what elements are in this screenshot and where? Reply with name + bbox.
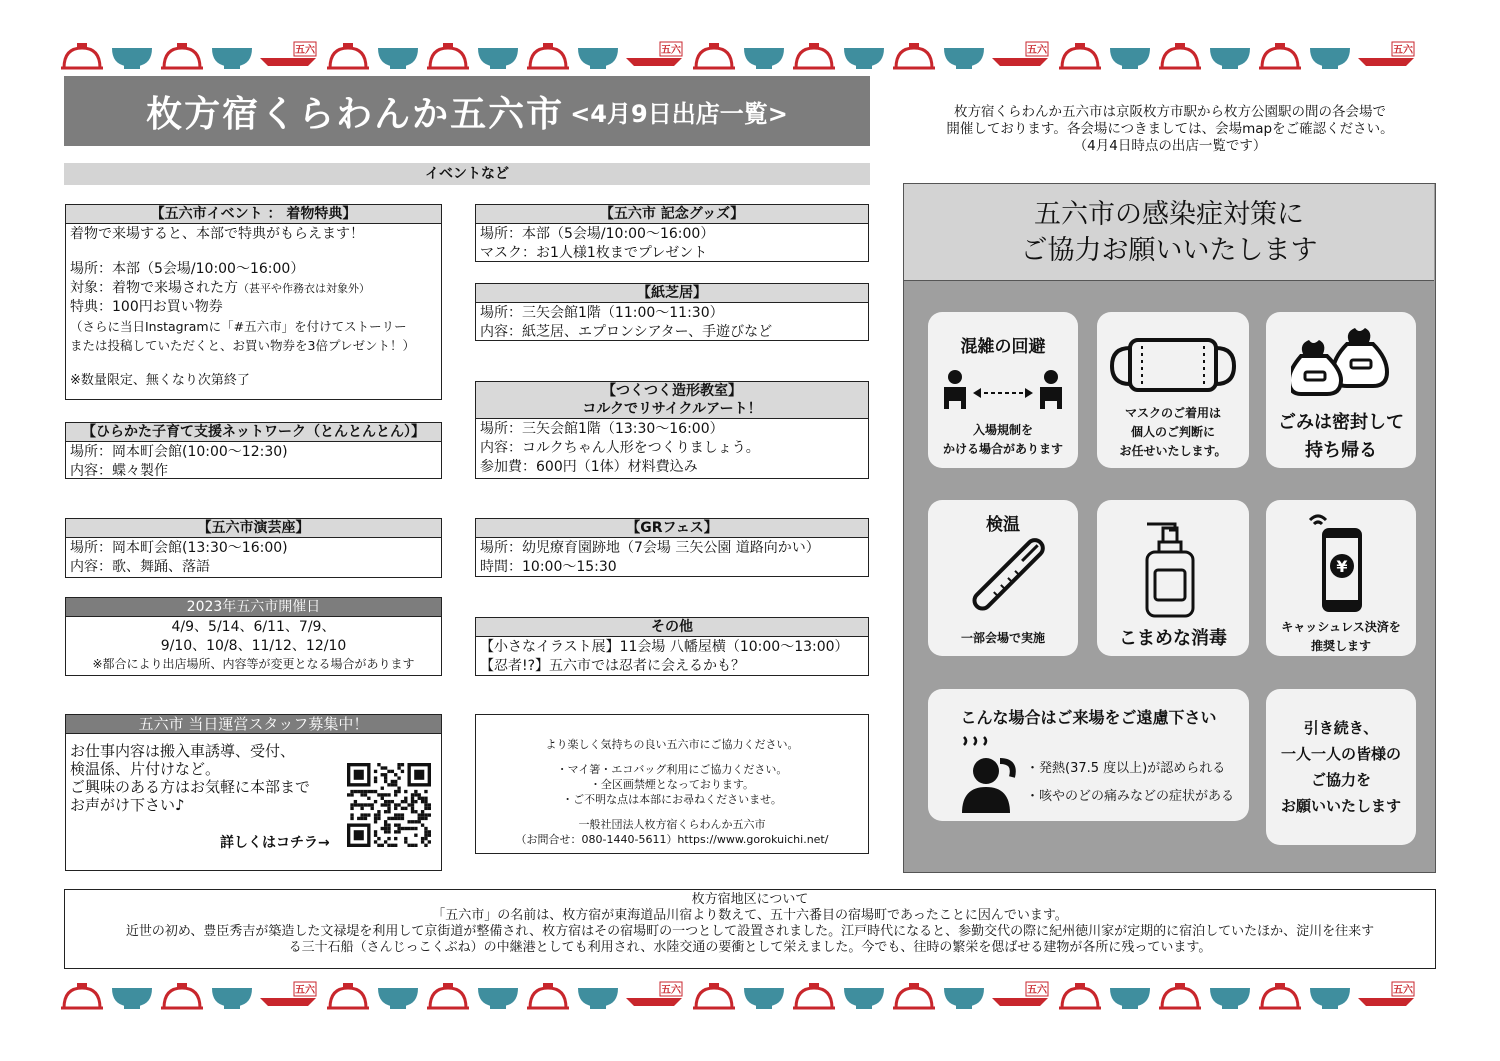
deco-lid-icon <box>1159 43 1201 68</box>
deco-lid-icon <box>793 43 835 68</box>
kamishibai-body <box>476 303 868 343</box>
info-line3: ・全区画禁煙となっております。 <box>589 778 755 791</box>
other-line2: 【忍者!?】五六市では忍者に会えるかも？ <box>480 658 746 674</box>
kimono-event-box <box>65 204 442 400</box>
deco-bowl-icon <box>378 988 418 1009</box>
gr-fes-box <box>475 518 869 577</box>
card-temperature <box>928 500 1078 656</box>
deco-bowl-icon <box>478 48 518 69</box>
hirakata-body <box>66 442 441 482</box>
deco-boat-icon <box>1358 982 1414 1006</box>
thermometer-icon <box>953 535 1053 625</box>
card8-text1: 引き続き、 <box>1303 719 1379 737</box>
deco-lid-icon <box>1059 983 1101 1008</box>
staff-line2: 検温係、片付けなど。 <box>70 760 221 778</box>
deco-lid-icon <box>893 43 935 68</box>
card-avoid-crowding <box>928 312 1078 468</box>
engei-box <box>65 518 442 578</box>
goods-body <box>476 224 868 264</box>
garbage-bag-icon <box>1291 320 1391 400</box>
zokei-content: 内容：コルクちゃん人形をつくりましょう。 <box>480 440 760 456</box>
info-line5: 一般社団法人枚方宿くらわんか五六市 <box>578 818 766 831</box>
qr-code[interactable] <box>347 763 431 847</box>
deco-bowl-icon <box>378 48 418 69</box>
kimono-intro: 着物で来場すると、本部で特典がもらえます！ <box>70 226 364 242</box>
deco-lid-icon <box>693 43 735 68</box>
zokei-heading2: コルクでリサイクルアート！ <box>582 401 762 417</box>
gr-heading: 【GRフェス】 <box>476 519 868 538</box>
deco-boat-icon <box>260 982 316 1006</box>
other-heading: その他 <box>476 618 868 637</box>
card4-text: 一部会場で実施 <box>960 631 1045 645</box>
kamishibai-content: 内容：紙芝居、エプロンシアター、手遊びなど <box>480 324 773 340</box>
zokei-heading1: 【つくつく造形教室】 <box>602 383 742 399</box>
hirakata-content: 内容：蝶々製作 <box>70 463 168 479</box>
deco-boat-icon <box>626 42 682 66</box>
svg-text:五六: 五六 <box>1393 45 1413 56</box>
sanitizer-bottle-icon <box>1133 514 1213 618</box>
kimono-heading: 【五六市イベント ： 着物特典】 <box>66 205 441 224</box>
infection-panel <box>903 183 1436 873</box>
other-box <box>475 617 869 676</box>
yen-icon: ¥ <box>1336 557 1348 576</box>
deco-bowl-icon <box>578 48 618 69</box>
card7-title: こんな場合はご来場をご遠慮下さい <box>960 708 1217 727</box>
deco-bowl-icon <box>478 988 518 1009</box>
deco-lid-icon <box>1059 43 1101 68</box>
gr-body <box>476 538 868 578</box>
goods-content: マスク：お1人様1枚までプレゼント <box>480 245 708 261</box>
deco-bowl-icon <box>212 48 252 69</box>
svg-text:五六: 五六 <box>661 45 681 56</box>
schedule-body <box>66 617 441 673</box>
card1-text1: 入場規制を <box>972 423 1033 437</box>
card6-text2: 推奨します <box>1310 639 1371 653</box>
deco-lid-icon <box>527 983 569 1008</box>
staff-line1: お仕事内容は搬入車誘導、受付、 <box>70 742 296 760</box>
staff-line4: お声がけ下さい♪ <box>70 796 185 814</box>
district-line3: る三十石船（さんじっこくぶね）の中継港としても利用され、水陸交通の要衝として栄えました。今でも、往時の繁栄を偲ばせる建物が各所に残っています。 <box>288 940 1212 955</box>
decorative-border-top <box>60 40 1440 70</box>
card3-text1: ごみは密封して <box>1278 412 1404 433</box>
title-main: 枚方宿くらわんか五六市 <box>146 93 565 135</box>
card8-text4: お願いいたします <box>1280 797 1401 815</box>
mask-icon <box>1106 332 1240 396</box>
deco-boat-icon <box>626 982 682 1006</box>
deco-bowl-icon <box>744 988 784 1009</box>
other-line1: 【小さなイラスト展】11会場 八幡屋横（10:00～13:00） <box>480 639 849 655</box>
deco-bowl-icon <box>1210 48 1250 69</box>
kamishibai-heading: 【紙芝居】 <box>476 284 868 303</box>
deco-lid-icon <box>793 983 835 1008</box>
deco-boat-icon <box>260 42 316 66</box>
info-line4: ・ご不明な点は本部にお尋ねくださいませ。 <box>562 793 782 806</box>
deco-bowl-icon <box>112 988 152 1009</box>
card-mask <box>1097 312 1249 468</box>
card-refrain <box>928 689 1249 821</box>
section-label: イベントなど <box>64 163 870 185</box>
sick-person-icon <box>958 735 1028 815</box>
info-line1: より楽しく気持ちの良い五六市にご協力ください。 <box>545 738 799 751</box>
kimono-limit: ※数量限定、無くなり次第終了 <box>70 373 250 388</box>
svg-text:五六: 五六 <box>1027 985 1047 996</box>
intro-line: （4月4日時点の出店一覧です） <box>1073 138 1267 154</box>
deco-lid-icon <box>527 43 569 68</box>
hirakata-place: 場所：岡本町会館(10:00～12:30) <box>70 444 288 460</box>
deco-lid-icon <box>61 43 103 68</box>
goods-place: 場所：本部（5会場/10:00～16:00） <box>480 226 715 242</box>
zokei-heading <box>476 382 868 419</box>
schedule-note: ※都合により出店場所、内容等が変更となる場合があります <box>92 657 415 671</box>
card7-item2: ・咳やのどの痛みなどの症状がある <box>1026 789 1235 804</box>
card1-title: 混雑の回避 <box>960 337 1046 357</box>
deco-lid-icon <box>427 43 469 68</box>
kimono-target: 対象：着物で来場された方 <box>70 280 238 296</box>
card-disinfect <box>1097 500 1249 656</box>
deco-bowl-icon <box>1110 988 1150 1009</box>
deco-lid-icon <box>893 983 935 1008</box>
deco-boat-icon <box>992 982 1048 1006</box>
intro-text <box>890 104 1450 155</box>
staff-line3: ご興味のある方はお気軽に本部まで <box>70 778 311 796</box>
infection-heading2: ご協力お願いいたします <box>1020 235 1318 266</box>
info-line6[interactable]: （お問合せ：080-1440-5611）https://www.gorokuichi.net/ <box>515 833 829 846</box>
info-box <box>475 714 869 854</box>
deco-lid-icon <box>327 983 369 1008</box>
engei-heading: 【五六市演芸座】 <box>66 519 441 538</box>
card-cooperation <box>1266 689 1416 845</box>
infection-heading <box>904 184 1434 281</box>
kamishibai-box <box>475 283 869 341</box>
kimono-benefit: 特典：100円お買い物券 <box>70 299 223 315</box>
card3-text2: 持ち帰る <box>1305 440 1377 461</box>
engei-place: 場所：岡本町会館(13:30～16:00) <box>70 540 288 556</box>
deco-lid-icon <box>1259 983 1301 1008</box>
deco-lid-icon <box>327 43 369 68</box>
engei-body <box>66 538 441 578</box>
svg-text:五六: 五六 <box>1027 45 1047 56</box>
details-link[interactable]: 詳しくはコチラ→ <box>220 835 330 851</box>
deco-bowl-icon <box>844 988 884 1009</box>
zokei-box <box>475 381 869 479</box>
hirakata-network-box <box>65 422 442 479</box>
deco-bowl-icon <box>1110 48 1150 69</box>
intro-line: 開催しております。各会場につきましては、会場mapをご確認ください。 <box>946 121 1394 137</box>
deco-bowl-icon <box>744 48 784 69</box>
svg-text:五六: 五六 <box>295 45 315 56</box>
card2-text2: 個人のご判断に <box>1130 425 1215 439</box>
deco-bowl-icon <box>112 48 152 69</box>
deco-bowl-icon <box>578 988 618 1009</box>
schedule-line2: 9/10、10/8、11/12、12/10 <box>160 638 347 654</box>
schedule-box <box>65 597 442 676</box>
deco-bowl-icon <box>1310 988 1350 1009</box>
deco-lid-icon <box>1159 983 1201 1008</box>
deco-bowl-icon <box>212 988 252 1009</box>
deco-bowl-icon <box>1310 48 1350 69</box>
intro-line: 枚方宿くらわんか五六市は京阪枚方市駅から枚方公園駅の間の各会場で <box>954 104 1386 120</box>
district-line1: 「五六市」の名前は、枚方宿が東海道品川宿より数えて、五十六番目の宿場町であったことに因んでいます。 <box>432 908 1068 923</box>
other-body <box>476 637 868 677</box>
svg-text:五六: 五六 <box>1393 985 1413 996</box>
card4-title: 検温 <box>986 515 1020 535</box>
district-line2: 近世の初め、豊臣秀吉が築造した文禄堤を利用して京街道が整備され、枚方宿はその宿場町の一つとして設置されました。江戸時代になると、参勤交代の際に紀州徳川家が定期的に宿泊していたほか、淀川を往来す <box>125 924 1375 939</box>
deco-lid-icon <box>1259 43 1301 68</box>
gr-place: 場所：幼児療育園跡地（7会場 三矢公園 道路向かい） <box>480 540 820 556</box>
kimono-body <box>66 224 441 391</box>
deco-lid-icon <box>161 43 203 68</box>
svg-text:五六: 五六 <box>661 985 681 996</box>
deco-bowl-icon <box>1210 988 1250 1009</box>
district-box <box>64 889 1436 969</box>
schedule-heading: 2023年五六市開催日 <box>66 598 441 617</box>
deco-bowl-icon <box>944 48 984 69</box>
deco-lid-icon <box>427 983 469 1008</box>
card-garbage <box>1266 312 1416 468</box>
svg-text:五六: 五六 <box>295 985 315 996</box>
page-title <box>64 76 870 146</box>
deco-lid-icon <box>61 983 103 1008</box>
goods-heading: 【五六市 記念グッズ】 <box>476 205 868 224</box>
deco-bowl-icon <box>944 988 984 1009</box>
deco-lid-icon <box>161 983 203 1008</box>
card1-text2: かける場合があります <box>942 442 1063 456</box>
infection-heading1: 五六市の感染症対策に <box>1034 199 1304 230</box>
schedule-line1: 4/9、5/14、6/11、7/9、 <box>171 619 336 635</box>
staff-heading: 五六市 当日運営スタッフ募集中！ <box>66 715 441 734</box>
kimono-place: 場所：本部（5会場/10:00～16:00） <box>70 261 305 277</box>
kamishibai-place: 場所：三矢会館1階（11:00～11:30） <box>480 305 724 321</box>
deco-bowl-icon <box>844 48 884 69</box>
district-heading: 枚方宿地区について <box>691 892 809 907</box>
card2-text1: マスクのご着用は <box>1124 406 1221 420</box>
kimono-target-note: （甚平や作務衣は対象外） <box>238 282 370 295</box>
engei-content: 内容：歌、舞踊、落語 <box>70 559 210 575</box>
card5-text: こまめな消毒 <box>1119 628 1227 649</box>
zokei-body <box>476 419 868 478</box>
deco-lid-icon <box>693 983 735 1008</box>
card-cashless <box>1266 500 1416 656</box>
deco-boat-icon <box>992 42 1048 66</box>
distance-icon <box>941 367 1065 419</box>
smartphone-payment-icon <box>1296 508 1386 616</box>
card6-text1: キャッシュレス決済を <box>1281 620 1401 634</box>
deco-boat-icon <box>1358 42 1414 66</box>
kimono-note1: （さらに当日Instagramに「#五六市」を付けてストーリー <box>70 319 407 334</box>
title-sub: <4月9日出店一覧> <box>570 99 788 128</box>
card2-text3: お任せいたします。 <box>1119 444 1227 458</box>
kimono-target-line <box>70 279 437 298</box>
card7-item1: ・発熱(37.5 度以上)が認められる <box>1026 761 1226 776</box>
gr-time: 時間：10:00～15:30 <box>480 559 617 575</box>
zokei-place: 場所：三矢会館1階（13:30～16:00） <box>480 421 724 437</box>
card8-text2: 一人一人の皆様の <box>1280 745 1401 763</box>
hirakata-heading: 【ひらかた子育て支援ネットワーク（とんとんとん）】 <box>66 423 441 442</box>
info-line2: ・マイ箸・エコバッグ利用にご協力ください。 <box>556 763 788 776</box>
goods-box <box>475 204 869 262</box>
kimono-note2: または投稿していただくと、お買い物券を3倍プレゼント！） <box>70 338 415 353</box>
card8-text3: ご協力を <box>1310 771 1371 789</box>
zokei-fee: 参加費：600円（1体）材料費込み <box>480 459 698 475</box>
decorative-border-bottom <box>60 980 1440 1010</box>
